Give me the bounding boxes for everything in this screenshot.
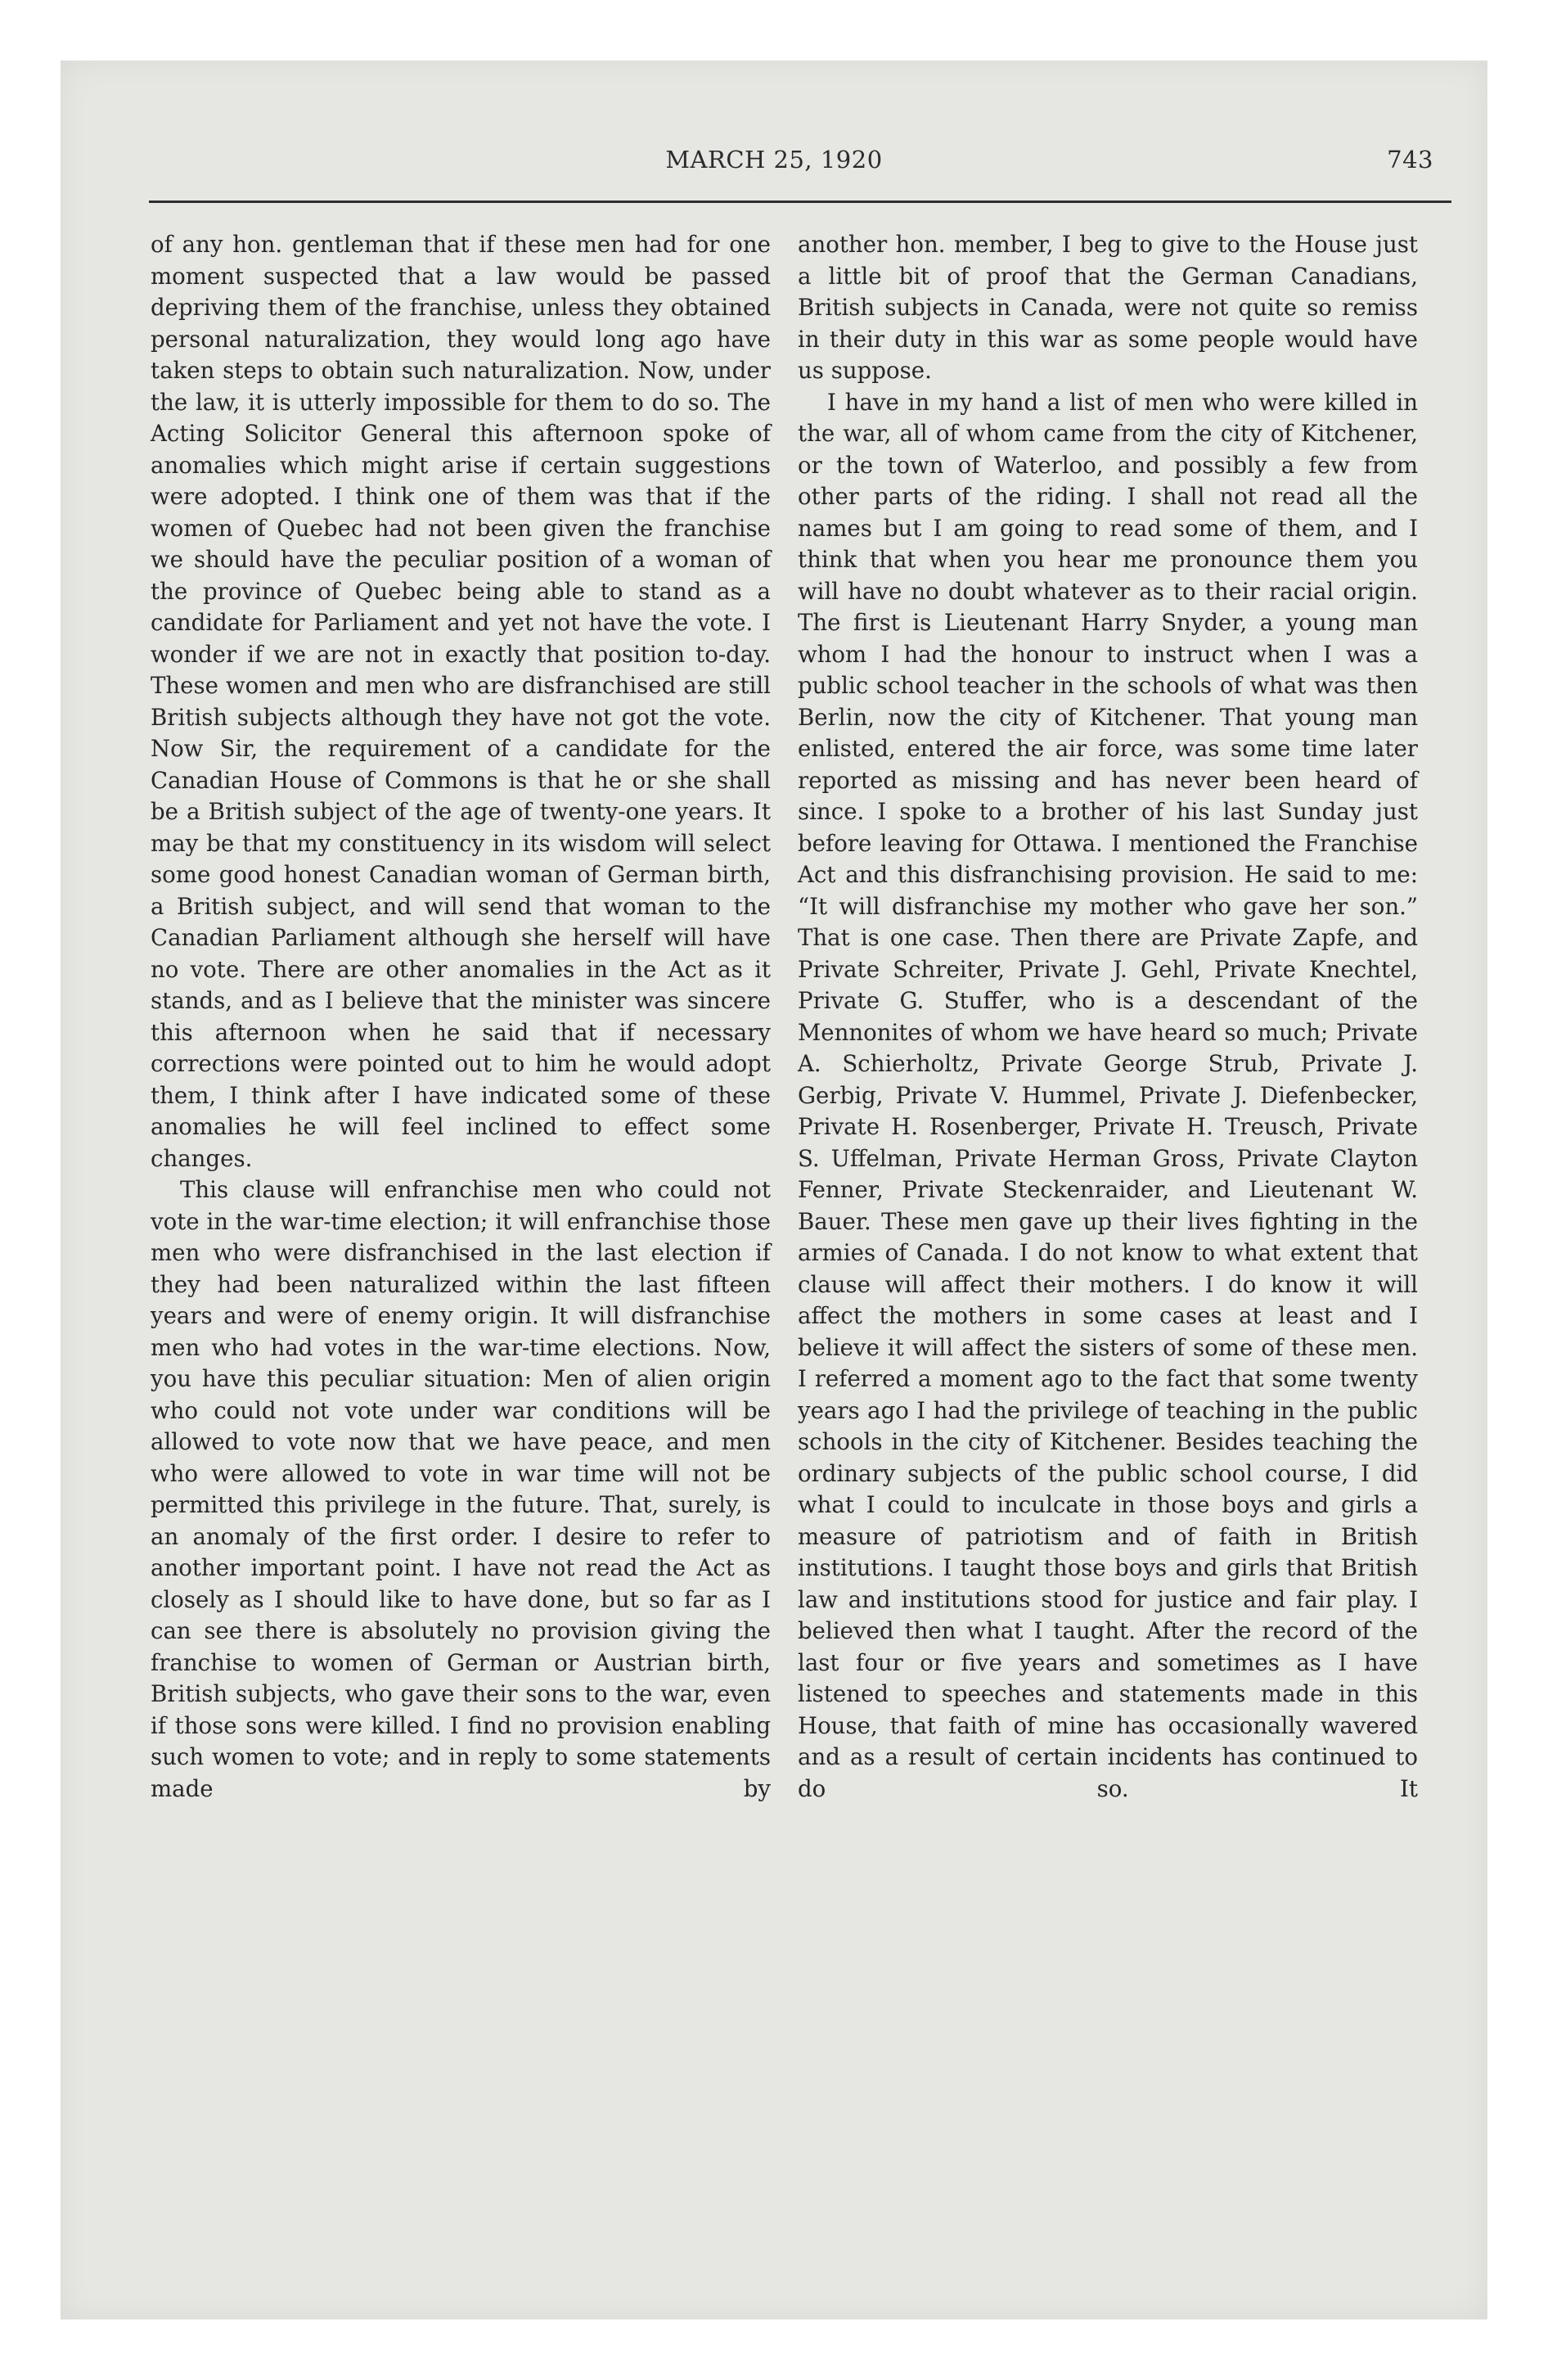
document-page [61, 61, 1487, 2319]
right-column [798, 229, 1418, 1837]
left-paragraph-2: This clause will enfranchise men who could not vote in the war-time election; it will enfranchise those men who were disfranchised in the last election if they had been naturalized within the last fifteen years and were of enemy origin. It will disfranchise men who had votes in the war-time elections. Now, you have this peculiar situation: Men of alien origin who could not vote under war conditions will be allowed to vote now that we have peace, and men who were allowed to vote in war time will not be permitted this privilege in the future. That, surely, is an anomaly of the first order. I desire to refer to another important point. I have not read the Act as closely as I should like to have done, but so far as I can see there is absolutely no provision giving the franchise to women of German or Austrian birth, British subjects, who gave their sons to the war, even if those sons were killed. I find no provision enabling such women to vote; and in reply to some statements made by [151, 1176, 771, 1802]
left-paragraph-1: of any hon. gentleman that if these men had for one moment suspected that a law would be passed depriving them of the franchise, unless they obtained personal naturalization, they would long ago have taken steps to obtain such naturalization. Now, under the law, it is utterly impossible for them to do so. The Acting Solicitor General this afternoon spoke of anomalies which might arise if certain suggestions were adopted. I think one of them was that if the women of Quebec had not been given the franchise we should have the peculiar position of a woman of the province of Quebec being able to stand as a candidate for Parliament and yet not have the vote. I wonder if we are not in exactly that position to-day. These women and men who are disfranchised are still British subjects although they have not got the vote. Now Sir, the requirement of a candidate for the Canadian House of Commons is that he or she shall be a British subject of the age of twenty-one years. It may be that my constituency in its wisdom will select some good honest Canadian woman of German birth, a British subject, and will send that woman to the Canadian Parliament although she herself will have no vote. There are other anomalies in the Act as it stands, and as I believe that the minister was sincere this afternoon when he said that if necessary corrections were pointed out to him he would adopt them, I think after I have indicated some of these anomalies he will feel inclined to effect some changes. [151, 231, 771, 1172]
page-number: 743 [1387, 146, 1433, 174]
page-header [61, 146, 1487, 187]
right-paragraph-2: I have in my hand a list of men who were killed in the war, all of whom came from the city of Kitchener, or the town of Waterloo, and possibly a few from other parts of the riding. I shall not read all the names but I am going to read some of them, and I think that when you hear me pronounce them you will have no doubt whatever as to their racial origin. The first is Lieutenant Harry Snyder, a young man whom I had the honour to instruct when I was a public school teacher in the schools of what was then Berlin, now the city of Kitchener. That young man enlisted, entered the air force, was some time later reported as missing and has never been heard of since. I spoke to a brother of his last Sunday just before leaving for Ottawa. I mentioned the Franchise Act and this disfranchising provision. He said to me: “It will disfranchise my mother who gave her son.” That is one case. Then there are Private Zapfe, and Private Schreiter, Private J. Gehl, Private Knechtel, Private G. Stuffer, who is a descendant of the Mennonites of whom we have heard so much; Private A. Schierholtz, Private George Strub, Private J. Gerbig, Private V. Hummel, Private J. Diefenbecker, Private H. Rosenberger, Private H. Treusch, Private S. Uffelman, Private Herman Gross, Private Clayton Fenner, Private Steckenraider, and Lieutenant W. Bauer. These men gave up their lives fighting in the armies of Canada. I do not know to what extent that clause will affect their mothers. I do know it will affect the mothers in some cases at least and I believe it will affect the sisters of some of these men. I referred a moment ago to the fact that some twenty years ago I had the privilege of teaching in the public schools in the city of Kitchener. Besides teaching the ordinary subjects of the public school course, I did what I could to inculcate in those boys and girls a measure of patriotism and of faith in British institutions. I taught those boys and girls that British law and institutions stood for justice and fair play. I believed then what I taught. After the record of the last four or five years and sometimes as I have listened to speeches and statements made in this House, that faith of mine has occasionally wavered and as a result of certain incidents has continued to do so. It [798, 388, 1418, 1802]
right-paragraph-1: another hon. member, I beg to give to the House just a little bit of proof that the German Canadians, British subjects in Canada, were not quite so remiss in their duty in this war as some people would have us suppose. [798, 231, 1418, 384]
header-rule [149, 201, 1451, 203]
left-column [151, 229, 771, 1837]
page-date: MARCH 25, 1920 [665, 146, 883, 174]
